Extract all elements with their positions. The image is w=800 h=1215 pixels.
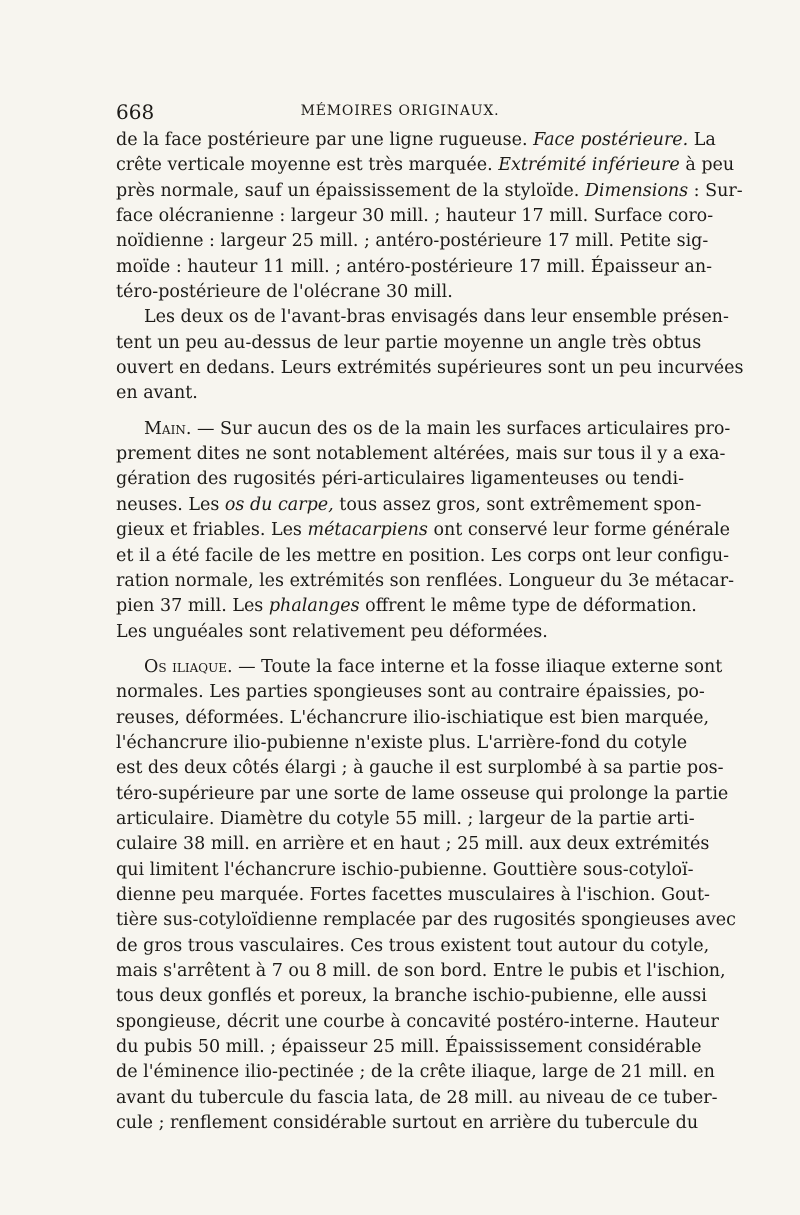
text-line: [116, 356, 744, 381]
text-run: pien 37 mill. Les: [116, 596, 269, 617]
paragraph: [116, 305, 744, 406]
text-line: [116, 331, 702, 356]
text-line: [116, 128, 716, 153]
text-run: ouvert en dedans. Leurs extrémités supérieures sont un peu incurvées: [116, 358, 744, 379]
text-run: culaire 38 mill. en arrière et en haut ; 25 mill. aux deux extrémités: [116, 834, 710, 855]
text-run: gération des rugosités péri-articulaires ligamenteuses ou tendi-: [116, 469, 684, 490]
text-run: ont conservé leur forme générale: [427, 520, 730, 541]
text-run: ration normale, les extrémités son renflées. Longueur du 3e métacar-: [116, 570, 734, 591]
text-line: [116, 908, 736, 933]
text-run: : Sur-: [688, 180, 743, 201]
text-run: près normale, sauf un épaississement de la styloïde.: [116, 180, 585, 201]
text-line: [116, 305, 729, 330]
paragraph-gap: [116, 407, 684, 417]
text-run: gieux et friables. Les: [116, 520, 308, 541]
text-run: normales. Les parties spongieuses sont au contraire épaissies, po-: [116, 682, 705, 703]
text-run: de la face postérieure par une ligne rugueuse.: [116, 130, 534, 150]
text-run: de l'éminence ilio-pectinée ; de la crête iliaque, large de 21 mill. en: [116, 1062, 715, 1083]
text-line: [116, 179, 743, 204]
text-line: [116, 280, 684, 305]
text-line: [116, 204, 714, 229]
page-header: [116, 100, 684, 124]
text-run: tent un peu au-dessus de leur partie moyenne un angle très obtus: [116, 332, 702, 353]
text-run: téro-supérieure par une sorte de lame osseuse qui prolonge la partie: [116, 783, 729, 804]
text-line: [116, 569, 734, 594]
text-run: La: [688, 130, 716, 150]
text-line: [116, 467, 684, 492]
text-run: et il a été facile de les mettre en position. Les corps ont leur configu-: [116, 545, 730, 566]
text-run: Les unguéales sont relativement peu déformées.: [116, 621, 548, 642]
text-run: offrent le même type de déformation.: [359, 596, 697, 617]
text-line: [116, 381, 684, 406]
text-run: est des deux côtés élargi ; à gauche il est surplombé à sa partie pos-: [116, 758, 724, 779]
italic-term: Extrémité inférieure: [498, 155, 680, 176]
text-run: noïdienne : largeur 25 mill. ; antéro-postérieure 17 mill. Petite sig-: [116, 231, 709, 252]
italic-term: phalanges: [268, 596, 360, 617]
text-line: [116, 1010, 719, 1035]
running-title: MÉMOIRES ORIGINAUX.: [300, 103, 500, 119]
paragraph-gap: [116, 645, 684, 655]
text-line: [116, 832, 710, 857]
paragraph: [116, 655, 736, 1137]
text-line: [116, 229, 709, 254]
text-run: face olécranienne : largeur 30 mill. ; hauteur 17 mill. Surface coro-: [116, 206, 714, 227]
italic-term: Dimensions: [584, 180, 689, 201]
text-line: [116, 518, 730, 543]
text-run: moïde : hauteur 11 mill. ; antéro-postérieure 17 mill. Épaisseur an-: [116, 256, 713, 277]
text-line: [116, 883, 710, 908]
body-text: [116, 128, 744, 1136]
italic-term: os du carpe,: [224, 494, 334, 515]
text-line: [116, 706, 710, 731]
text-run: dienne peu marquée. Fortes facettes musculaires à l'ischion. Gout-: [116, 884, 710, 905]
text-run: crête verticale moyenne est très marquée.: [116, 155, 499, 176]
text-line: [116, 782, 729, 807]
text-run: — Toute la face interne et la fosse iliaque externe sont: [232, 656, 723, 677]
text-line: [116, 756, 724, 781]
text-line: [116, 442, 726, 467]
text-line: [116, 620, 684, 645]
text-line: [116, 594, 697, 619]
text-run: cule ; renflement considérable surtout en arrière du tubercule du: [116, 1113, 699, 1134]
text-line: [116, 255, 713, 280]
page-number: 668: [116, 100, 155, 124]
text-run: téro-postérieure de l'olécrane 30 mill.: [116, 282, 453, 303]
text-run: spongieuse, décrit une courbe à concavité postéro-interne. Hauteur: [116, 1011, 719, 1032]
text-line: [116, 1086, 718, 1111]
text-line: [116, 544, 730, 569]
text-line: [116, 417, 731, 442]
text-run: du pubis 50 mill. ; épaisseur 25 mill. Épaississement considérable: [116, 1037, 702, 1058]
text-run: à peu: [679, 155, 735, 176]
text-run: neuses. Les: [116, 494, 225, 515]
text-line: [116, 731, 688, 756]
text-line: [116, 858, 694, 883]
text-line: [116, 655, 723, 680]
text-run: en avant.: [116, 383, 198, 404]
text-run: mais s'arrêtent à 7 ou 8 mill. de son bord. Entre le pubis et l'ischion,: [116, 961, 726, 981]
text-line: [116, 680, 705, 705]
text-line: [116, 493, 702, 518]
text-line: [116, 1035, 702, 1060]
text-run: tière sus-cotyloïdienne remplacée par des rugosités spongieuses avec: [116, 910, 736, 931]
text-run: tous assez gros, sont extrêmement spon-: [333, 494, 702, 515]
text-run: prement dites ne sont notablement altérées, mais sur tous il y a exa-: [116, 444, 726, 465]
text-run: — Sur aucun des os de la main les surfaces articulaires pro-: [191, 418, 731, 439]
text-line: [116, 153, 735, 178]
text-run: Les deux os de l'avant-bras envisagés dans leur ensemble présen-: [144, 307, 729, 328]
text-line: [116, 807, 695, 832]
text-run: articulaire. Diamètre du cotyle 55 mill. ; largeur de la partie arti-: [116, 808, 695, 829]
paragraph: [116, 417, 734, 645]
paragraph: [116, 128, 743, 305]
text-line: [116, 1111, 699, 1136]
text-run: qui limitent l'échancrure ischio-pubienne. Gouttière sous-cotyloï-: [116, 859, 694, 880]
text-run: de gros trous vasculaires. Ces trous existent tout autour du cotyle,: [116, 935, 710, 956]
text-line: [116, 984, 707, 1009]
text-line: [116, 1060, 715, 1085]
text-run: reuses, déformées. L'échancrure ilio-ischiatique est bien marquée,: [116, 707, 710, 728]
text-run: l'échancrure ilio-pubienne n'existe plus. L'arrière-fond du cotyle: [116, 732, 688, 753]
text-run: avant du tubercule du fascia lata, de 28 mill. au niveau de ce tuber-: [116, 1087, 718, 1108]
text-line: [116, 934, 710, 959]
italic-term: métacarpiens: [307, 520, 428, 541]
text-line: [116, 959, 726, 984]
section-heading: Os iliaque.: [144, 656, 233, 677]
italic-term: Face postérieure.: [533, 130, 689, 150]
text-run: tous deux gonflés et poreux, la branche ischio-pubienne, elle aussi: [116, 986, 707, 1007]
section-heading: Main.: [144, 418, 192, 439]
